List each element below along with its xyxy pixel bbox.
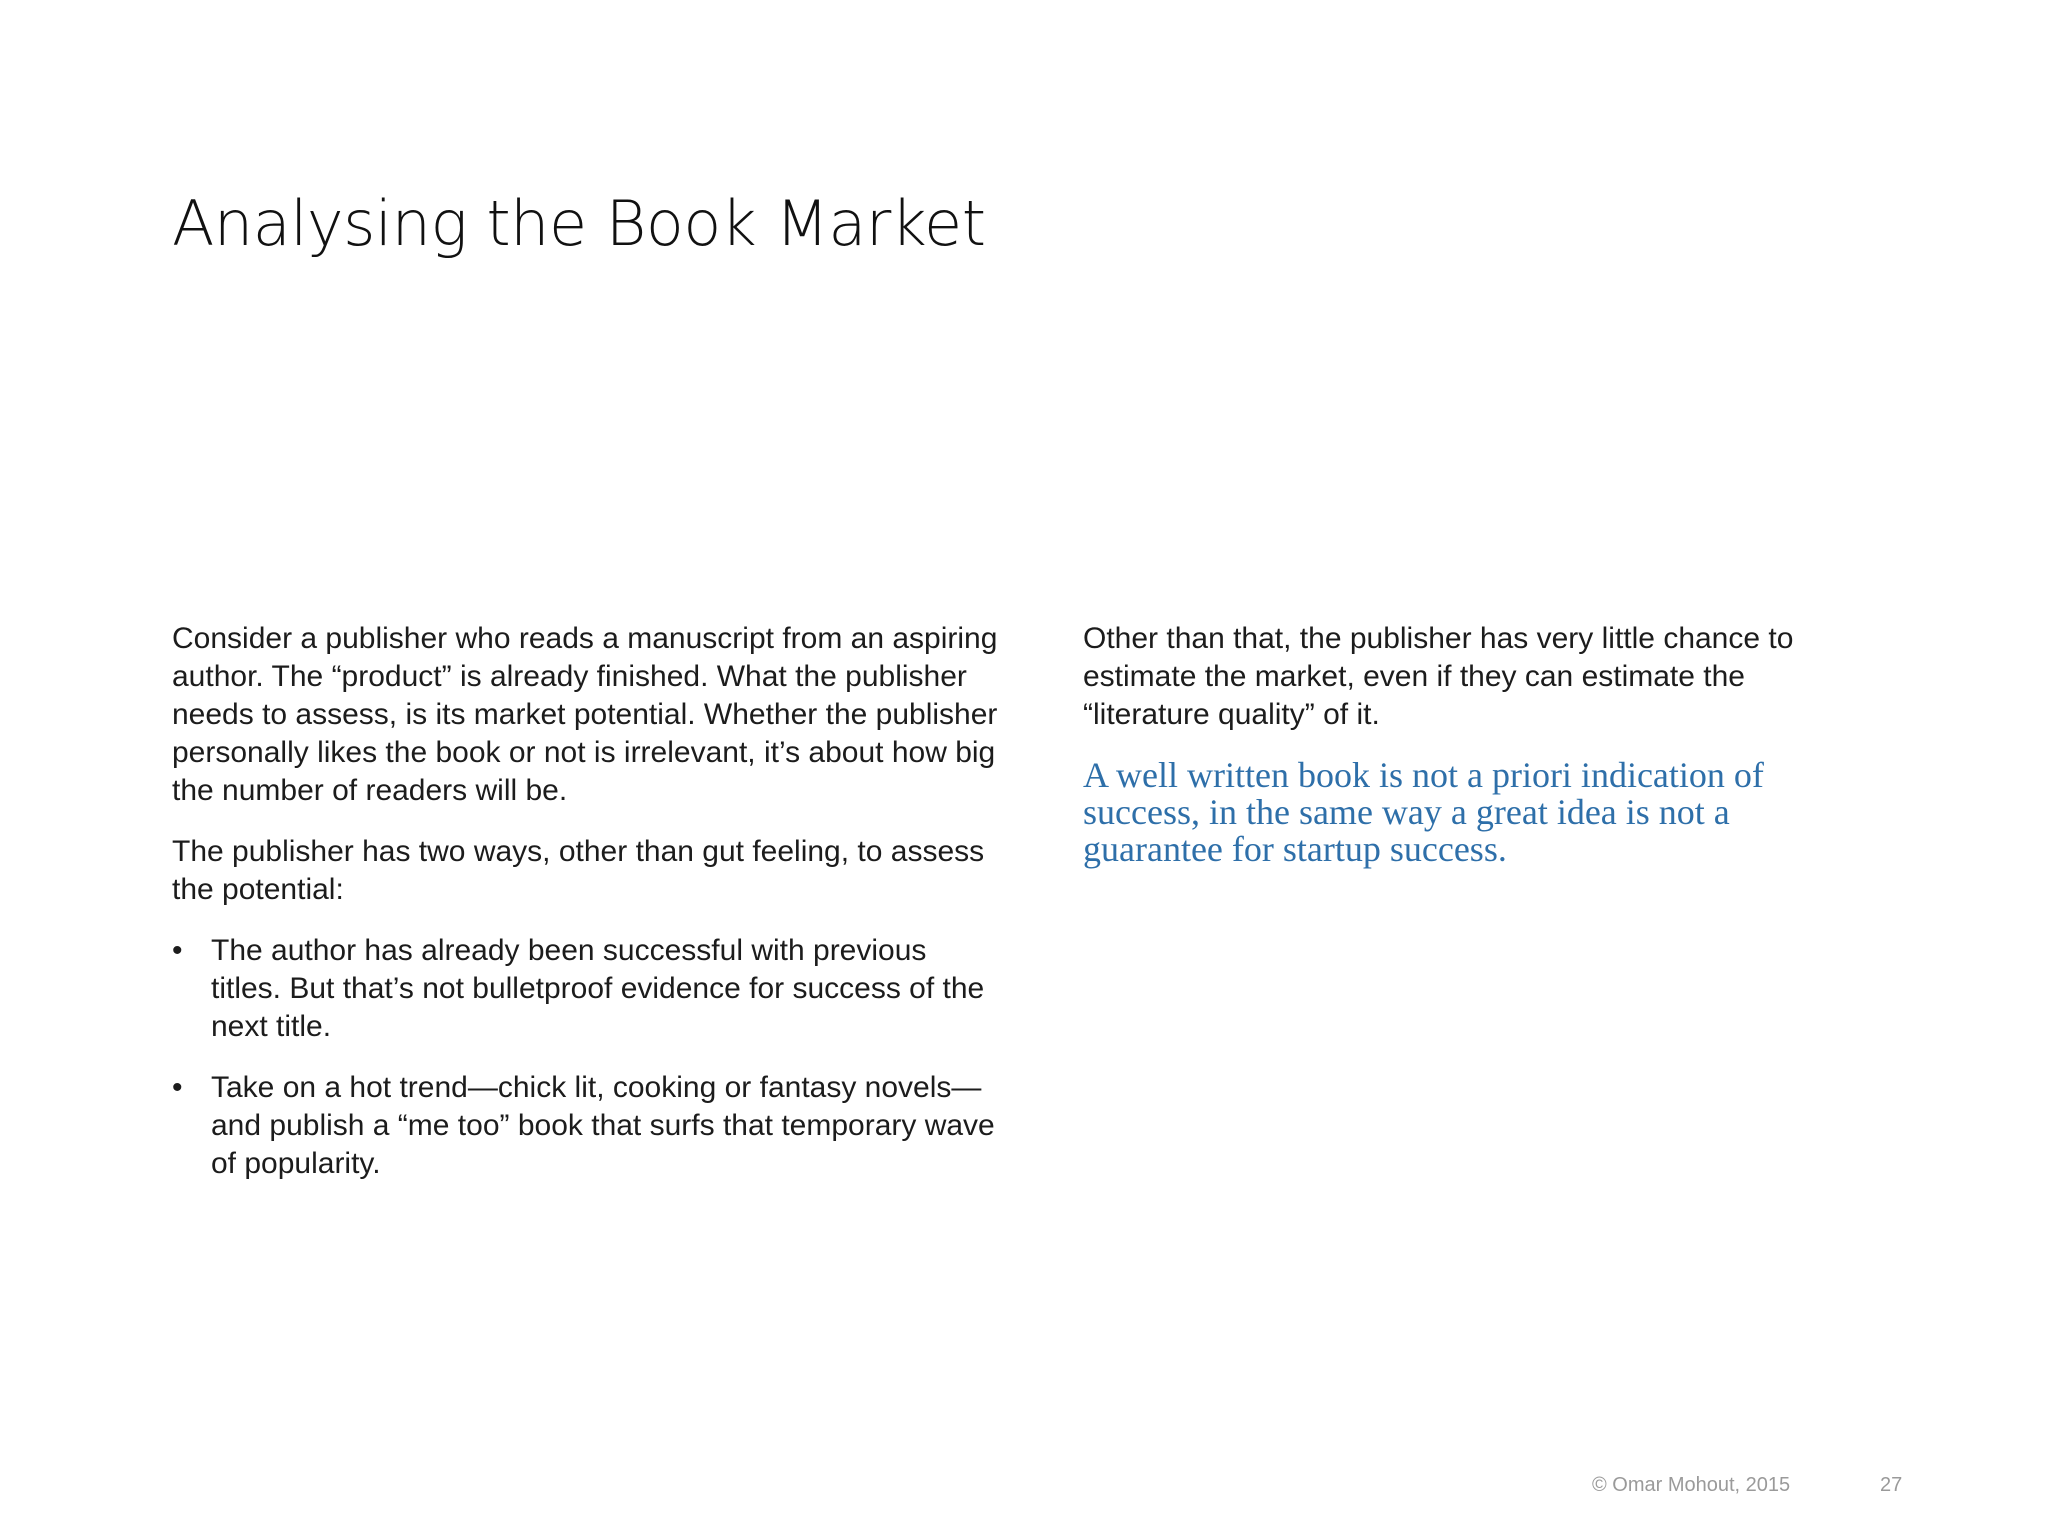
bullet-icon: • — [172, 934, 183, 967]
bullet-list — [172, 932, 1002, 1183]
page-title: Analysing the Book Market — [172, 187, 986, 260]
bullet-text: The author has already been successful with previous titles. But that’s not bulletproof evidence for success of the next title. — [211, 934, 985, 1043]
bullet-icon: • — [172, 1071, 183, 1104]
bullet-text: Take on a hot trend—chick lit, cooking or fantasy novels—and publish a “me too” book that surfs that temporary wave of popularity. — [211, 1071, 995, 1180]
intro-paragraph: Consider a publisher who reads a manuscript from an aspiring author. The “product” is already finished. What the publisher needs to assess, is its market potential. Whether the publisher personally likes the book or not is irrelevant, it’s about how big the number of readers will be. — [172, 622, 998, 807]
right-column — [1083, 620, 1823, 868]
ways-paragraph: The publisher has two ways, other than gut feeling, to assess the potential: — [172, 835, 985, 906]
left-column — [172, 620, 1002, 1206]
list-item — [172, 1069, 1002, 1183]
pull-quote: A well written book is not a priori indication of success, in the same way a great idea is not a guarantee for startup success. — [1083, 755, 1764, 869]
page-number: 27 — [1880, 1474, 1903, 1496]
market-paragraph: Other than that, the publisher has very little chance to estimate the market, even if they can estimate the “literature quality” of it. — [1083, 622, 1794, 731]
list-item — [172, 932, 1002, 1046]
footer-copyright: © Omar Mohout, 2015 — [1592, 1474, 1791, 1496]
